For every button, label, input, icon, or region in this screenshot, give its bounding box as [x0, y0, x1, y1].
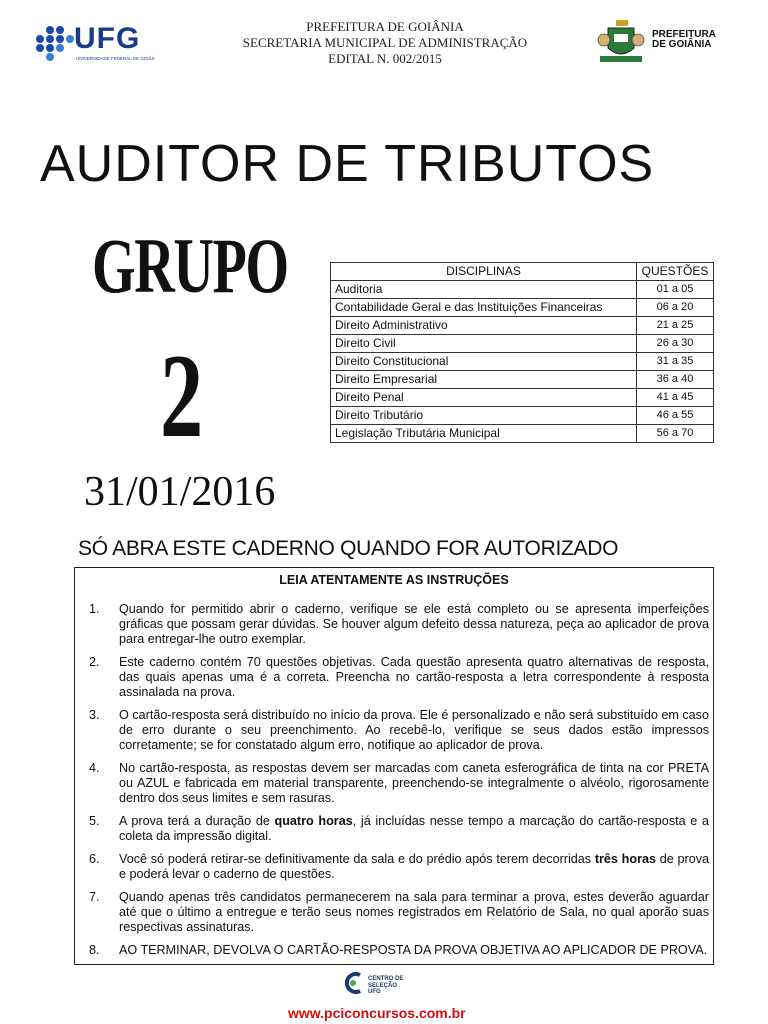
instruction-number: 1.	[89, 602, 100, 616]
prefeitura-logo	[596, 18, 716, 66]
instruction-item	[89, 655, 709, 700]
discipline-name: Direito Civil	[331, 335, 637, 353]
instructions-title: LEIA ATENTAMENTE AS INSTRUÇÕES	[279, 573, 509, 587]
table-row	[331, 425, 714, 443]
header-line-secretaria: SECRETARIA MUNICIPAL DE ADMINISTRAÇÃO	[242, 35, 528, 50]
instruction-text: Quando for permitido abrir o caderno, verifique se ele está completo ou se apresenta imperfeições gráficas que possam gerar dúvidas. Se houver algum defeito dessa natureza, peça ao aplicador de prova para entregar-lhe outro exemplar.	[119, 602, 709, 646]
discipline-name: Direito Empresarial	[331, 371, 637, 389]
instruction-item	[89, 852, 709, 882]
prefeitura-logo-text: PREFEITURA DE GOIÂNIA	[652, 29, 716, 50]
table-row	[331, 299, 714, 317]
instruction-item	[89, 602, 709, 647]
instruction-bold: quatro horas	[274, 814, 353, 828]
table-row	[331, 317, 714, 335]
instruction-text-before: Você só poderá retirar-se definitivamente da sala e do prédio após terem decorridas	[119, 852, 595, 866]
discipline-name: Auditoria	[331, 281, 637, 299]
instruction-bold: três horas	[594, 852, 656, 866]
instruction-text-before: A prova terá a duração de	[119, 814, 275, 828]
ufg-logo	[34, 24, 174, 64]
instruction-number: 7.	[89, 890, 100, 904]
instruction-item	[89, 761, 709, 806]
ufg-logo-subtext: UNIVERSIDADE FEDERAL DE GOIÁS	[76, 56, 155, 61]
instruction-item	[89, 814, 709, 844]
discipline-name: Contabilidade Geral e das Instituições Financeiras	[331, 299, 637, 317]
instruction-text-after: de prova e poderá levar o caderno de questões.	[119, 852, 709, 881]
table-row	[331, 407, 714, 425]
instruction-text: Este caderno contém 70 questões objetivas. Cada questão apresenta quatro alternativas de resposta, das quais apenas uma é a correta. Preencha no cartão-resposta a letra correspondente à resposta assinalada na prova.	[119, 655, 709, 699]
exam-title: AUDITOR DE TRIBUTOS	[40, 135, 655, 193]
centro-selecao-text: CENTRO DE SELEÇÃO UFG	[368, 976, 404, 995]
column-header-questoes: QUESTÕES	[637, 263, 714, 281]
table-row	[331, 335, 714, 353]
instruction-number: 5.	[89, 814, 100, 828]
instructions-list	[89, 602, 709, 966]
crest-icon	[596, 18, 646, 66]
discipline-name: Direito Penal	[331, 389, 637, 407]
instruction-text: Quando apenas três candidatos permanecerem na sala para terminar a prova, estes deverão aguardar até que o último a entregue e terão seus nomes registrados em Relatório de Sala, no qual aporão suas respectivas assinaturas.	[119, 890, 709, 934]
table-row	[331, 371, 714, 389]
instruction-text-after: , já incluídas nesse tempo a marcação do cartão-resposta e a coleta da impressão digital.	[119, 814, 709, 843]
instructions-box	[74, 567, 714, 965]
footer-url-link[interactable]: www.pciconcursos.com.br	[288, 1005, 466, 1021]
question-range: 26 a 30	[637, 335, 714, 353]
discipline-name: Legislação Tributária Municipal	[331, 425, 637, 443]
discipline-name: Direito Tributário	[331, 407, 637, 425]
question-range: 56 a 70	[637, 425, 714, 443]
instruction-number: 4.	[89, 761, 100, 775]
group-label: GRUPO	[92, 222, 288, 309]
warning-text: SÓ ABRA ESTE CADERNO QUANDO FOR AUTORIZADO	[78, 537, 619, 560]
centro-selecao-logo	[342, 970, 422, 1000]
centro-selecao-icon	[342, 970, 364, 996]
header-text	[200, 19, 570, 67]
instruction-item	[89, 708, 709, 753]
table-row	[331, 389, 714, 407]
table-row	[331, 353, 714, 371]
ufg-logo-text: UFG	[74, 22, 141, 55]
instruction-number: 3.	[89, 708, 100, 722]
instruction-item	[89, 943, 709, 958]
ufg-dots-icon	[34, 26, 74, 60]
question-range: 31 a 35	[637, 353, 714, 371]
instruction-number: 2.	[89, 655, 100, 669]
instruction-number: 8.	[89, 943, 100, 957]
instruction-text: AO TERMINAR, DEVOLVA O CARTÃO-RESPOSTA DA PROVA OBJETIVA AO APLICADOR DE PROVA.	[119, 943, 708, 957]
question-range: 01 a 05	[637, 281, 714, 299]
discipline-name: Direito Administrativo	[331, 317, 637, 335]
disciplines-table	[330, 262, 714, 443]
question-range: 46 a 55	[637, 407, 714, 425]
question-range: 06 a 20	[637, 299, 714, 317]
question-range: 21 a 25	[637, 317, 714, 335]
question-range: 41 a 45	[637, 389, 714, 407]
table-header-row	[331, 263, 714, 281]
group-number: 2	[160, 329, 204, 462]
table-row	[331, 281, 714, 299]
discipline-name: Direito Constitucional	[331, 353, 637, 371]
instruction-number: 6.	[89, 852, 100, 866]
column-header-disciplinas: DISCIPLINAS	[331, 263, 637, 281]
header-line-prefeitura: PREFEITURA DE GOIÂNIA	[306, 19, 464, 34]
exam-date: 31/01/2016	[84, 469, 276, 515]
instruction-item	[89, 890, 709, 935]
header-line-edital: EDITAL N. 002/2015	[328, 51, 442, 66]
instruction-text: No cartão-resposta, as respostas devem ser marcadas com caneta esferográfica de tinta na cor PRETA ou AZUL e fabricada em material transparente, preenchendo-se integralmente o alvéolo, rigorosamente dentro dos seus limites e sem rasuras.	[119, 761, 709, 805]
question-range: 36 a 40	[637, 371, 714, 389]
instruction-text: O cartão-resposta será distribuído no início da prova. Ele é personalizado e não será substituído em caso de erro durante o seu preenchimento. Ao recebê-lo, verifique se seus dados estão impressos corretamente; se for constatado algum erro, notifique ao aplicador de prova.	[119, 708, 709, 752]
